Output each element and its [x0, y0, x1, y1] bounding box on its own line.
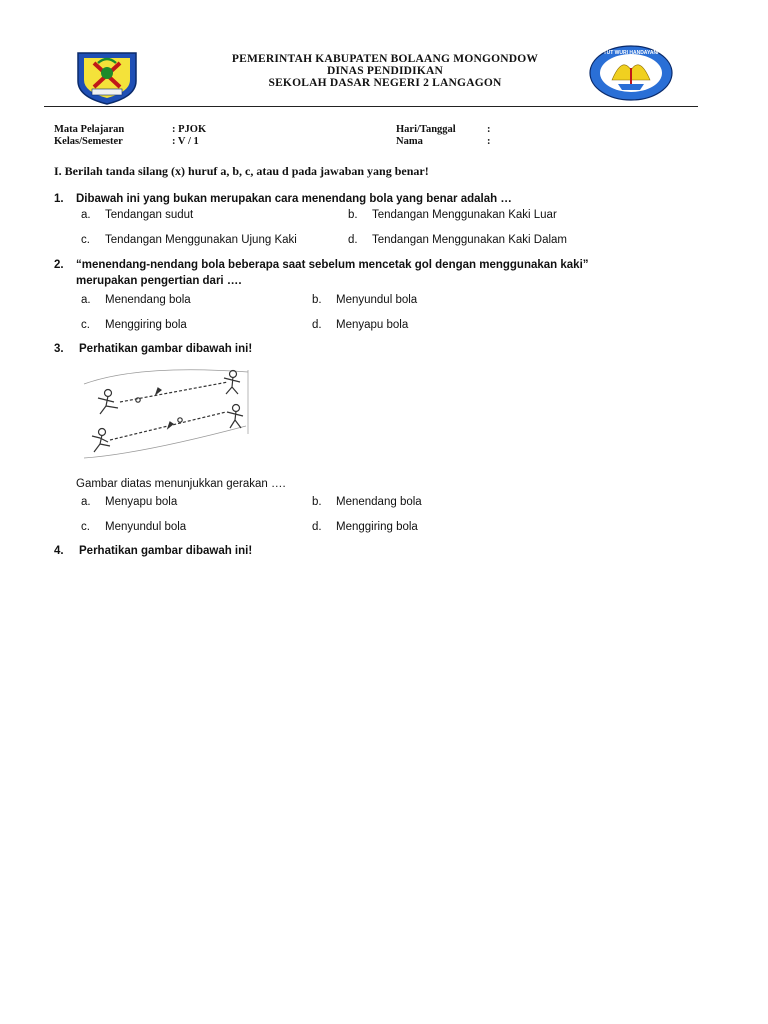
name-value: : — [487, 136, 491, 147]
q3-option-a[interactable] — [81, 496, 177, 508]
subject-value: : PJOK — [172, 124, 207, 135]
question-1-number: 1. — [54, 193, 64, 205]
day-label: Hari/Tanggal — [396, 124, 456, 135]
option-letter: b. — [312, 496, 322, 508]
option-text: Tendangan Menggunakan Ujung Kaki — [105, 234, 297, 246]
option-text: Menendang bola — [105, 294, 191, 306]
soccer-passing-illustration — [80, 362, 250, 462]
name-label: Nama — [396, 136, 423, 147]
question-4-number: 4. — [54, 545, 64, 557]
subject-label: Mata Pelajaran — [54, 124, 125, 135]
option-letter: c. — [81, 319, 90, 331]
q1-option-a[interactable] — [81, 209, 193, 221]
option-letter: b. — [312, 294, 322, 306]
option-letter: c. — [81, 521, 90, 533]
question-2-number: 2. — [54, 259, 64, 271]
q2-option-c[interactable] — [81, 319, 187, 331]
class-label: Kelas/Semester — [54, 136, 123, 147]
question-3-number: 3. — [54, 343, 64, 355]
q3-option-d[interactable] — [312, 521, 418, 533]
option-letter: d. — [312, 521, 322, 533]
q2-option-d[interactable] — [312, 319, 408, 331]
option-letter: c. — [81, 234, 90, 246]
option-text: Menyundul bola — [105, 521, 187, 533]
option-letter: b. — [348, 209, 358, 221]
option-text: Menendang bola — [336, 496, 422, 508]
class-value: : V / 1 — [172, 136, 199, 147]
tut-wuri-handayani-logo — [588, 44, 674, 102]
option-text: Tendangan Menggunakan Kaki Luar — [372, 209, 557, 221]
question-4-text: Perhatikan gambar dibawah ini! — [79, 545, 253, 557]
regency-crest-icon — [74, 51, 140, 105]
q3-option-c[interactable] — [81, 521, 186, 533]
question-2-text-line2: merupakan pengertian dari …. — [76, 275, 242, 287]
q3-option-b[interactable] — [312, 496, 422, 508]
q2-option-a[interactable] — [81, 294, 191, 306]
question-3-caption: Gambar diatas menunjukkan gerakan …. — [76, 478, 286, 490]
question-1-text: Dibawah ini yang bukan merupakan cara menendang bola yang benar adalah … — [76, 193, 512, 205]
option-text: Tendangan Menggunakan Kaki Dalam — [372, 234, 567, 246]
option-text: Menyundul bola — [336, 294, 418, 306]
option-letter: a. — [81, 209, 91, 221]
option-letter: a. — [81, 294, 91, 306]
option-text: Menggiring bola — [105, 319, 187, 331]
question-2-text: “menendang-nendang bola beberapa saat sebelum mencetak gol dengan menggunakan kaki” — [76, 259, 589, 271]
option-letter: d. — [348, 234, 358, 246]
option-text: Menggiring bola — [336, 521, 418, 533]
instruction-text: I. Berilah tanda silang (x) huruf a, b, c, atau d pada jawaban yang benar! — [54, 164, 429, 178]
q2-option-b[interactable] — [312, 294, 417, 306]
header-divider — [44, 106, 698, 107]
option-letter: d. — [312, 319, 322, 331]
q1-option-b[interactable] — [348, 209, 557, 221]
option-letter: a. — [81, 496, 91, 508]
q1-option-c[interactable] — [81, 234, 297, 246]
header-line-school: SEKOLAH DASAR NEGERI 2 LANGAGON — [268, 77, 502, 89]
header-line-agency: DINAS PENDIDIKAN — [327, 65, 443, 77]
q1-option-d[interactable] — [348, 234, 567, 246]
day-value: : — [487, 124, 491, 135]
question-3-text: Perhatikan gambar dibawah ini! — [79, 343, 253, 355]
header-line-government: PEMERINTAH KABUPATEN BOLAANG MONGONDOW — [231, 53, 539, 65]
option-text: Menyapu bola — [105, 496, 178, 508]
logo-motto-text: TUT WURI HANDAYANI — [603, 50, 659, 56]
option-text: Tendangan sudut — [105, 209, 194, 221]
option-text: Menyapu bola — [336, 319, 409, 331]
